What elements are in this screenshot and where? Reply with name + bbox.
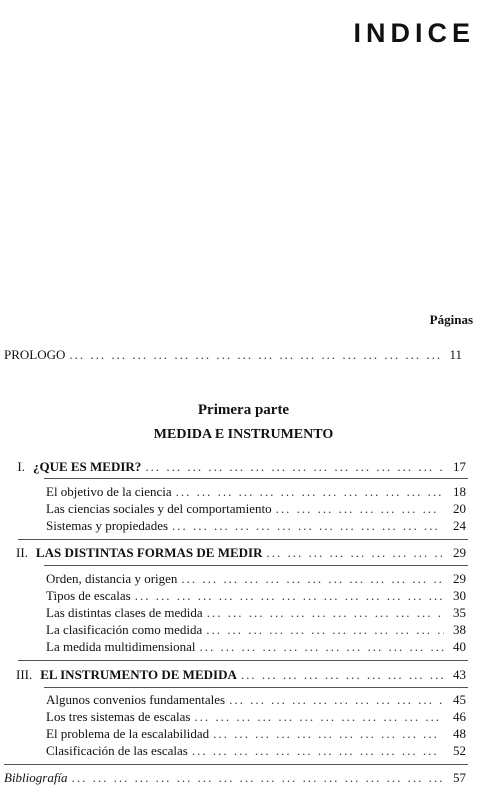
chapter-divider (44, 687, 468, 688)
leader-dots (241, 667, 444, 683)
toc-page-number: 29 (453, 545, 466, 560)
toc-section-title: La medida multidimensional (46, 639, 196, 654)
page-title: INDICE (353, 18, 475, 48)
toc-page-number: 48 (453, 726, 466, 741)
toc-page-number: 43 (453, 667, 466, 682)
toc-section[interactable] (46, 639, 466, 655)
toc-chapter-1[interactable] (16, 459, 466, 475)
chapter-divider (18, 660, 468, 661)
leader-dots (72, 770, 444, 786)
toc-page-number: 57 (453, 770, 466, 785)
toc-section[interactable] (46, 743, 466, 759)
leader-dots (267, 545, 445, 561)
toc-section-title: Orden, distancia y origen (46, 571, 178, 586)
toc-section[interactable] (46, 518, 466, 534)
leader-dots (194, 709, 444, 725)
toc-page-number: 30 (453, 588, 466, 603)
chapter-number: I. (17, 459, 25, 474)
chapter-divider (18, 539, 468, 540)
toc-chapter-title: LAS DISTINTAS FORMAS DE MEDIR (35, 545, 263, 560)
toc-page-number: 38 (453, 622, 466, 637)
leader-dots (172, 518, 444, 534)
leader-dots (206, 622, 444, 638)
toc-section[interactable] (46, 709, 466, 725)
toc-section[interactable] (46, 484, 466, 500)
toc-page-number: 35 (453, 605, 466, 620)
leader-dots (181, 571, 444, 587)
toc-section[interactable] (46, 571, 466, 587)
toc-section-title: La clasificación como medida (46, 622, 203, 637)
toc-page-number: 40 (453, 639, 466, 654)
chapter-divider (4, 764, 468, 765)
leader-dots (199, 639, 444, 655)
toc-section[interactable] (46, 501, 466, 517)
chapter-number: III. (16, 667, 33, 682)
toc-section[interactable] (46, 726, 466, 742)
toc-entry-bibliography[interactable] (4, 770, 466, 786)
toc-chapter-title: EL INSTRUMENTO DE MEDIDA (40, 667, 237, 682)
leader-dots (135, 588, 444, 604)
toc-section-title: Los tres sistemas de escalas (46, 709, 191, 724)
toc-page-number: 18 (453, 484, 466, 499)
leader-dots (207, 605, 444, 621)
toc-page-number: 17 (453, 459, 466, 474)
leader-dots (276, 501, 444, 517)
toc-section-title: Clasificación de las escalas (46, 743, 188, 758)
toc-entry-title: Bibliografía (4, 770, 68, 785)
leader-dots (229, 692, 444, 708)
toc-page-number: 20 (453, 501, 466, 516)
chapter-number: II. (16, 545, 28, 560)
leader-dots (176, 484, 444, 500)
leader-dots (69, 347, 440, 363)
leader-dots (192, 743, 444, 759)
toc-page-number: 46 (453, 709, 466, 724)
chapter-divider (44, 565, 468, 566)
leader-dots (145, 459, 444, 475)
toc-chapter-title: ¿QUE ES MEDIR? (32, 459, 142, 474)
toc-section-title: Algunos convenios fundamentales (46, 692, 226, 707)
toc-chapter-3[interactable] (16, 667, 466, 683)
toc-section-title: Tipos de escalas (46, 588, 131, 603)
toc-section[interactable] (46, 692, 466, 708)
toc-chapter-2[interactable] (16, 545, 466, 561)
toc-section[interactable] (46, 605, 466, 621)
toc-section[interactable] (46, 622, 466, 638)
toc-section-title: El problema de la escalabilidad (46, 726, 210, 741)
toc-section-title: Sistemas y propiedades (46, 518, 169, 533)
toc-section-title: El objetivo de la ciencia (46, 484, 172, 499)
toc-page-number: 24 (453, 518, 466, 533)
pages-column-label: Páginas (429, 312, 473, 327)
toc-page-number: 52 (453, 743, 466, 758)
part-title: MEDIDA E INSTRUMENTO (153, 427, 334, 442)
leader-dots (213, 726, 444, 742)
toc-section-title: Las distintas clases de medida (46, 605, 203, 620)
part-label: Primera parte (197, 402, 290, 418)
toc-section[interactable] (46, 588, 466, 604)
toc-page-number: 45 (453, 692, 466, 707)
toc-entry-prologue[interactable] (4, 347, 462, 363)
chapter-divider (44, 478, 468, 479)
toc-page-number: 11 (449, 347, 462, 362)
toc-section-title: Las ciencias sociales y del comportamiento (46, 501, 272, 516)
toc-page-number: 29 (453, 571, 466, 586)
toc-entry-title: PROLOGO (4, 347, 66, 362)
